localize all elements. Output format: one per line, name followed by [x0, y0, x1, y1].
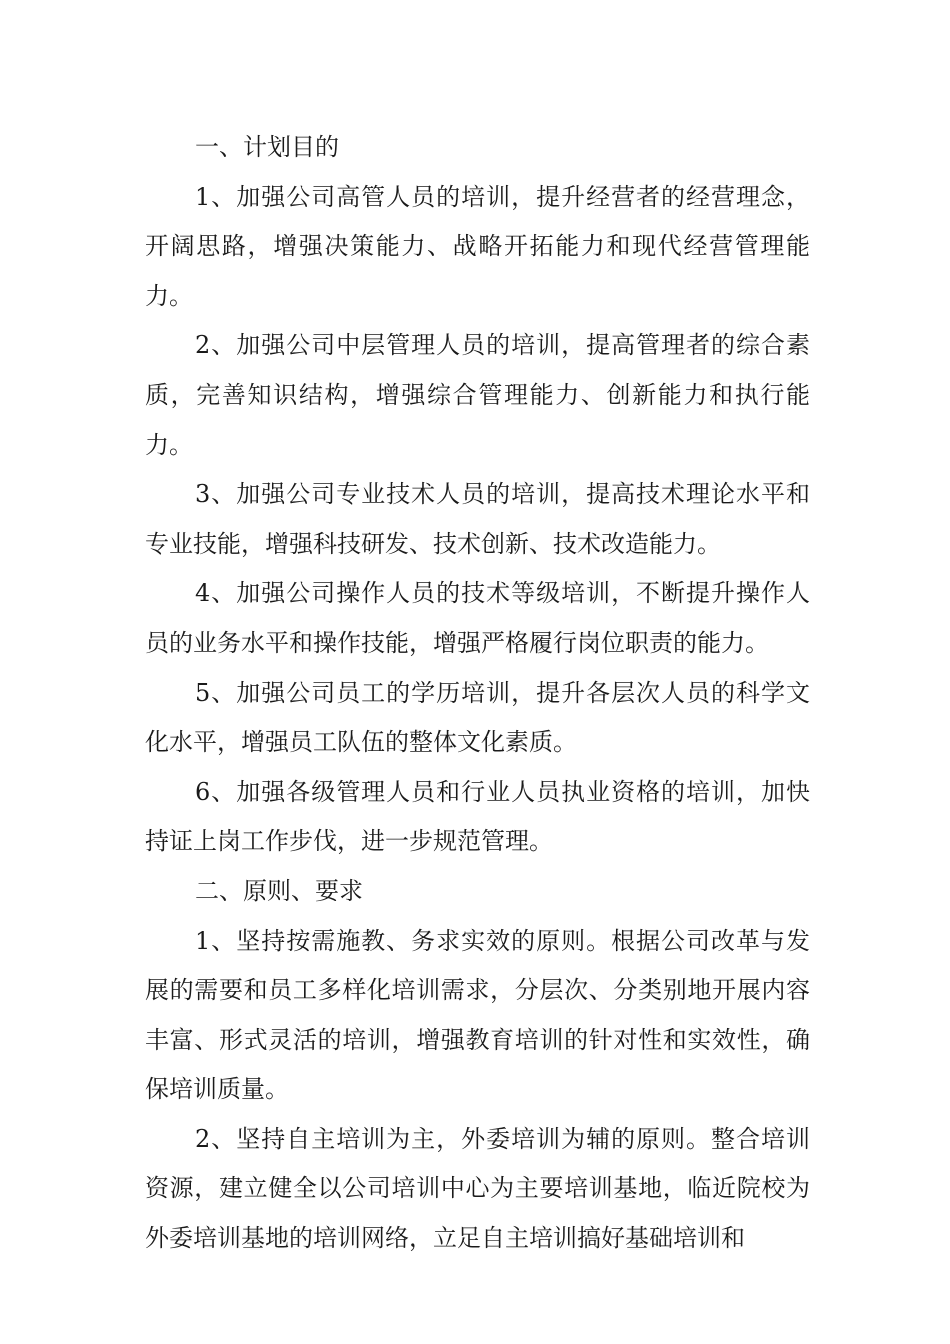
document-body: [145, 123, 810, 1264]
section-heading-principles: 二、原则、要求: [195, 876, 363, 905]
paragraph-principle-1: 1、坚持按需施教、务求实效的原则。根据公司改革与发展的需要和员工多样化培训需求，分层次、分类别地开展内容丰富、形式灵活的培训，增强教育培训的针对性和实效性，确保培训质量。: [145, 926, 810, 1104]
paragraph-principle-2: 2、坚持自主培训为主，外委培训为辅的原则。整合培训资源，建立健全以公司培训中心为主要培训基地，临近院校为外委培训基地的培训网络，立足自主培训搞好基础培训和: [145, 1124, 810, 1253]
paragraph-purpose-1: 1、加强公司高管人员的培训，提升经营者的经营理念，开阔思路，增强决策能力、战略开拓能力和现代经营管理能力。: [145, 182, 810, 310]
paragraph-purpose-5: 5、加强公司员工的学历培训，提升各层次人员的科学文化水平，增强员工队伍的整体文化素质。: [145, 678, 810, 757]
paragraph-purpose-2: 2、加强公司中层管理人员的培训，提高管理者的综合素质，完善知识结构，增强综合管理能力、创新能力和执行能力。: [145, 331, 810, 459]
section-heading-purpose: 一、计划目的: [195, 133, 339, 161]
paragraph-purpose-6: 6、加强各级管理人员和行业人员执业资格的培训，加快持证上岗工作步伐，进一步规范管理。: [145, 777, 810, 856]
paragraph-purpose-3: 3、加强公司专业技术人员的培训，提高技术理论水平和专业技能，增强科技研发、技术创新、技术改造能力。: [145, 480, 810, 558]
paragraph-purpose-4: 4、加强公司操作人员的技术等级培训，不断提升操作人员的业务水平和操作技能，增强严格履行岗位职责的能力。: [145, 579, 810, 657]
